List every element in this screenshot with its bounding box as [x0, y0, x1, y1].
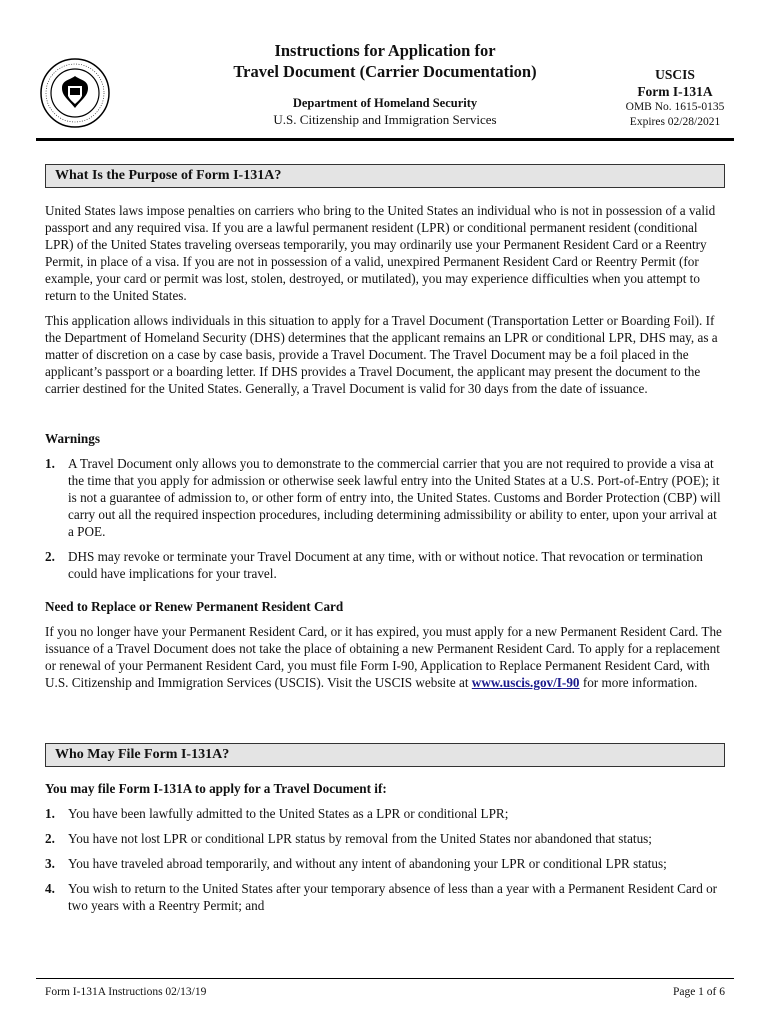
dhs-seal-icon — [40, 58, 110, 128]
eligibility-intro: You may file Form I-131A to apply for a Travel Document if: — [45, 781, 387, 796]
expiration-date: Expires 02/28/2021 — [629, 116, 721, 128]
form-title-line2: Travel Document (Carrier Documentation) — [233, 62, 537, 81]
list-number: 2. — [45, 549, 55, 564]
eligibility-item — [45, 855, 725, 872]
replace-card-tail: for more information. — [579, 675, 698, 690]
list-number: 3. — [45, 856, 55, 871]
warning-text: A Travel Document only allows you to demonstrate to the commercial carrier that you are not required to provide a visa at the time that you apply for admission or otherwise seek lawful entry into the United States at a U.S. Port-of-Entry (POE); it is not a guarantee of admission to, or other form of entry into, the United States. Customs and Border Protection (CBP) will carry out all the required inspection procedures, including determining admissibility or ability to enter, upon your arrival at a POE. — [68, 456, 721, 539]
section-heading-who-may-file: Who May File Form I-131A? — [45, 743, 725, 767]
warning-item — [45, 548, 725, 582]
eligibility-item — [45, 805, 725, 822]
uscis-i90-link[interactable]: www.uscis.gov/I-90 — [471, 675, 580, 690]
eligibility-text: You have not lost LPR or conditional LPR status by removal from the United States nor abandoned that status; — [68, 831, 652, 846]
list-number: 1. — [45, 456, 55, 471]
replace-card-text: If you no longer have your Permanent Resident Card, or it has expired, you must apply for a new Permanent Resident Card. The issuance of a Travel Document does not take the place of obtaining a new Permanent Resident Card. To apply for a replacement or renewal of your Permanent Resident Card, you must file Form I-90, Application to Replace Permanent Resident Card, with U.S. Citizenship and Immigration Services (USCIS). Visit the USCIS website at — [45, 624, 722, 690]
purpose-paragraph-2: This application allows individuals in this situation to apply for a Travel Document (Transportation Letter or Boarding Foil). If the Department of Homeland Security (DHS) determines that the applicant remains an LPR or conditional LPR, DHS may, as a matter of discretion on a case by case basis, provide a Travel Document. The Travel Document may be a foil placed in the applicant’s passport or a boarding letter. If DHS provides a Travel Document, the applicant may present the document to the carrier destined for the United States. Generally, a Travel Document is valid for 30 days from the date of issuance. — [45, 313, 718, 396]
form-number: Form I-131A — [637, 84, 713, 99]
list-number: 1. — [45, 806, 55, 821]
form-title-block — [200, 40, 570, 129]
agency-abbreviation: USCIS — [655, 67, 695, 82]
page-number: Page 1 of 6 — [672, 986, 725, 998]
header-divider — [36, 138, 734, 141]
purpose-paragraph-1: United States laws impose penalties on carriers who bring to the United States an individual who is not in possession of a valid passport and any required visa. If you are a lawful permanent resident (LPR) or conditional permanent resident (conditional LPR) of the United States traveling overseas temporarily, you may ordinarily use your Permanent Resident Card or a Reentry Permit, in place of a visa. If you are not in possession of a valid, unexpired Permanent Resident Card or Reentry Permit (for example, your card or permit was lost, stolen, destroyed, or mutilated), you may experience difficulties when you attempt to return to the United States. — [45, 203, 716, 303]
agency-name: U.S. Citizenship and Immigration Services — [273, 112, 497, 127]
form-title-line1: Instructions for Application for — [274, 41, 496, 60]
form-identification — [612, 66, 738, 130]
section-heading-purpose: What Is the Purpose of Form I-131A? — [45, 164, 725, 188]
department-name: Department of Homeland Security — [292, 96, 478, 110]
eligibility-text: You wish to return to the United States after your temporary absence of less than a year with a Permanent Resident Card or two years with a Reentry Permit; and — [68, 881, 718, 913]
list-number: 2. — [45, 831, 55, 846]
omb-number: OMB No. 1615-0135 — [625, 101, 725, 113]
footer-form-edition: Form I-131A Instructions 02/13/19 — [45, 986, 207, 998]
warning-item — [45, 455, 725, 540]
replace-card-heading: Need to Replace or Renew Permanent Resident Card — [45, 599, 344, 614]
eligibility-item — [45, 880, 725, 914]
warning-text: DHS may revoke or terminate your Travel Document at any time, with or without notice. That revocation or termination could have implications for your travel. — [68, 549, 703, 581]
list-number: 4. — [45, 881, 55, 896]
replace-card-paragraph — [45, 623, 725, 691]
warnings-heading: Warnings — [45, 431, 100, 446]
eligibility-text: You have been lawfully admitted to the United States as a LPR or conditional LPR; — [68, 806, 509, 821]
eligibility-text: You have traveled abroad temporarily, and without any intent of abandoning your LPR or conditional LPR status; — [68, 856, 667, 871]
eligibility-item — [45, 830, 725, 847]
footer-divider — [36, 978, 734, 979]
